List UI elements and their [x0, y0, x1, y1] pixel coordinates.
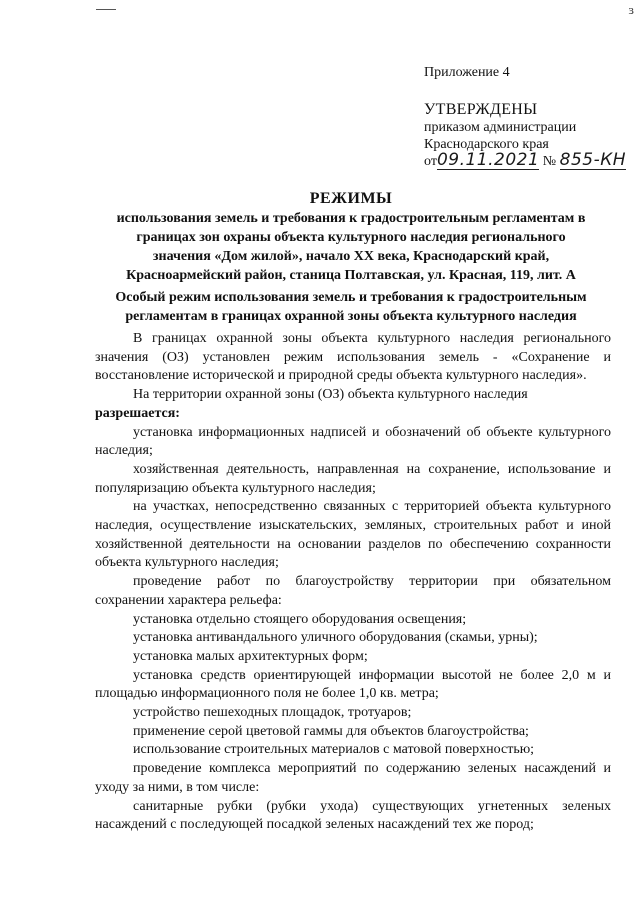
paragraph: установка отдельно стоящего оборудования освещения; — [133, 611, 467, 627]
document-body — [95, 330, 611, 835]
section-subtitle — [86, 288, 616, 326]
paragraph: установка антивандального уличного оборудования (скамьи, урны); — [133, 630, 538, 646]
paragraph: проведение комплекса мероприятий по содержанию зеленых насаждений и уходу за ними, в том числе: — [95, 761, 611, 795]
title-line: значения «Дом жилой», начало XX века, Краснодарский край, — [152, 249, 550, 264]
appendix-label: Приложение 4 — [424, 65, 510, 80]
paragraph-bold-tail: разрешается: — [95, 405, 180, 421]
paragraph: хозяйственная деятельность, направленная на сохранение, использование и популяризацию объекта культурного наследия; — [95, 461, 611, 496]
approval-block — [424, 64, 634, 170]
approval-date-line — [424, 152, 634, 170]
title-line: использования земель и требования к градостроительным регламентам в — [116, 211, 586, 226]
paragraph: проведение работ по благоустройству территории при обязательном сохранении характера рельефа: — [95, 574, 611, 608]
paragraph: установка средств ориентирующей информации высотой не более 2,0 м и площадью информационного поля не более 1,0 кв. метра; — [95, 667, 611, 702]
approved-heading: УТВЕРЖДЕНЫ — [424, 101, 538, 118]
paragraph-text: На территории охранной зоны (ОЗ) объекта культурного наследия — [133, 387, 528, 403]
title-line: границах зон охраны объекта культурного наследия регионального — [136, 230, 566, 245]
paragraph: использование строительных материалов с матовой поверхностью; — [133, 742, 535, 758]
paragraph: санитарные рубки (рубки ухода) существующих угнетенных зеленых насаждений с последующей посадкой зеленых насаждений тех же пород; — [95, 798, 611, 833]
paragraph: на участках, непосредственно связанных с территорией объекта культурного наследия, осуществление изыскательских, земляных, строительных работ и иной хозяйственной деятельности на основании разделов по обеспечению сохранности объекта культурного наследия; — [95, 499, 611, 571]
paragraph: установка информационных надписей и обозначений об объекте культурного наследия; — [95, 424, 611, 459]
number-prefix: № — [542, 154, 557, 169]
document-title — [86, 189, 616, 285]
date-prefix: от — [424, 154, 437, 169]
paragraph: устройство пешеходных площадок, тротуаров; — [133, 705, 412, 721]
scan-mark — [96, 9, 116, 10]
subtitle-line: Особый режим использования земель и требования к градостроительным — [115, 290, 587, 305]
paragraph — [95, 386, 611, 423]
handwritten-number: 855-КН — [559, 150, 627, 170]
title-heading: РЕЖИМЫ — [309, 190, 393, 207]
paragraph: установка малых архитектурных форм; — [133, 648, 368, 664]
approval-line-2: Краснодарского края — [424, 137, 549, 152]
approval-line-1: приказом администрации — [424, 120, 577, 135]
paragraph: В границах охранной зоны объекта культурного наследия регионального значения (ОЗ) установлен режим использования земель - «Сохранение и восстановление исторической и природной среды объекта культурного наследия». — [95, 331, 611, 384]
subtitle-line: регламентам в границах охранной зоны объекта культурного наследия — [125, 309, 577, 324]
title-line: Красноармейский район, станица Полтавская, ул. Красная, 119, лит. А — [126, 268, 576, 283]
handwritten-date: 09.11.2021 — [436, 150, 540, 170]
paragraph: применение серой цветовой гаммы для объектов благоустройства; — [133, 723, 529, 739]
corner-mark: ɜ — [628, 2, 634, 17]
